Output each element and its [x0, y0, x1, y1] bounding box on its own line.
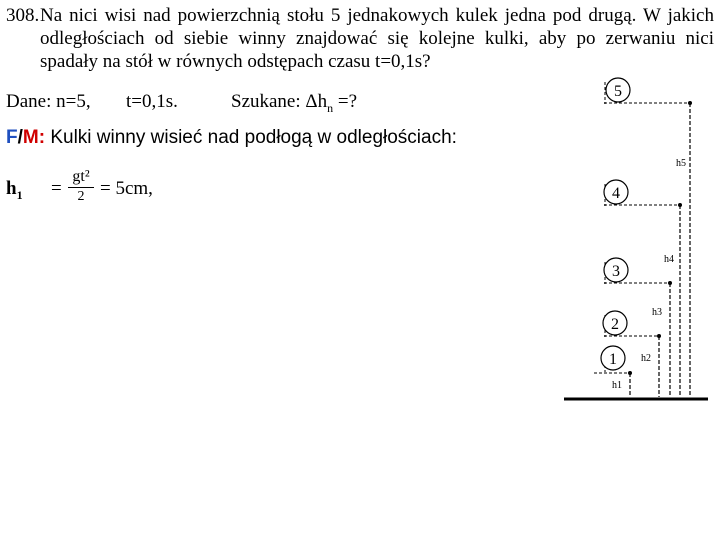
ball-label: 2 [611, 316, 619, 333]
ball-label: 4 [612, 185, 620, 202]
unknown-subscript: n [327, 100, 334, 115]
height-label-h4: h4 [664, 254, 674, 265]
formula-result: = 5cm, [100, 178, 153, 199]
fraction-denominator: 2 [77, 189, 85, 204]
given-time: t=0,1s. [126, 91, 178, 112]
problem-number: 308. [6, 5, 40, 26]
height-label-h2: h2 [641, 353, 651, 364]
fraction-numerator: gt² [72, 168, 90, 185]
unknown-suffix: =? [333, 91, 358, 112]
height-label-h3: h3 [652, 307, 662, 318]
formula-lhs-h: h [6, 178, 17, 199]
arrow-dot [688, 101, 692, 105]
f-label: F [6, 127, 18, 148]
model-text: Kulki winny wisieć nad podłogą w odległościach: [45, 127, 457, 148]
problem-text: Na nici wisi nad powierzchnią stołu 5 jednakowych kulek jedna pod drugą. W jakich odległościach od siebie winny znajdować się kolejne kulki, aby po zerwaniu nici spadały na stół w równych odstępach czasu t=0,1s? [40, 5, 714, 72]
arrow-dot [668, 281, 672, 285]
height-label-h1: h1 [612, 380, 622, 391]
unknown-label: Szukane: Δh [231, 91, 328, 112]
formula-equals: = [51, 178, 62, 199]
ball-label: 3 [612, 263, 620, 280]
ball-label: 5 [614, 83, 622, 100]
given-data: Dane: n=5, [6, 91, 91, 112]
arrow-dot [657, 334, 661, 338]
height-label-h5: h5 [676, 158, 686, 169]
arrow-dot [678, 203, 682, 207]
m-label: M: [22, 127, 46, 148]
formula-lhs-sub: 1 [16, 187, 23, 202]
ball-label: 1 [609, 351, 617, 368]
slash-label: / [17, 127, 23, 148]
arrow-dot [628, 371, 632, 375]
